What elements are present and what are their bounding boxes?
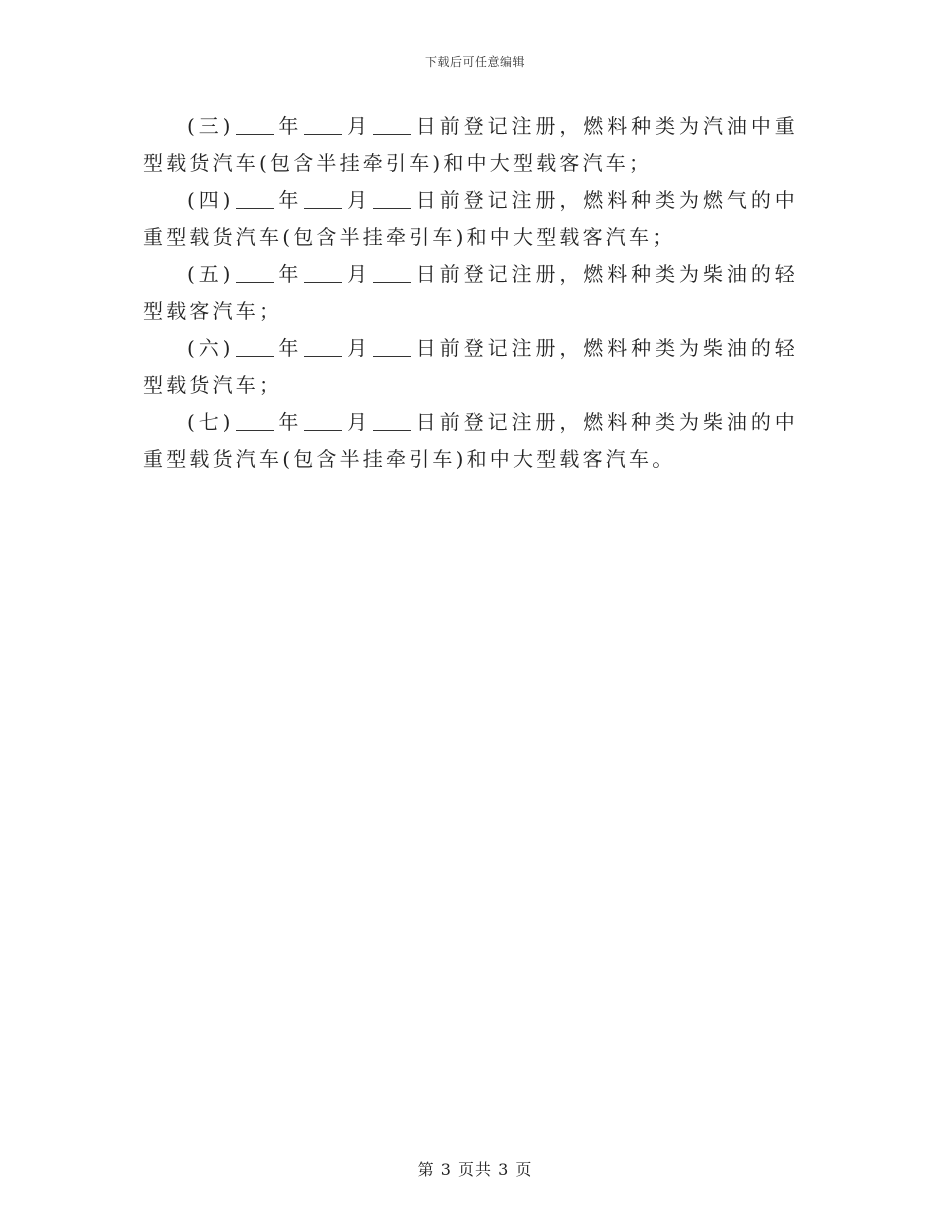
- document-body: [143, 108, 798, 478]
- day-blank: [373, 334, 411, 357]
- page-header: 下载后可任意编辑: [424, 55, 525, 69]
- month-text: 月: [346, 336, 372, 360]
- month-text: 月: [346, 188, 372, 212]
- clause-text: 日前登记注册，燃料种类为燃气的中重型载货汽车(包含半挂牵引车)和中大型载客汽车；: [143, 188, 798, 249]
- day-blank: [373, 408, 411, 431]
- clause-label: (七): [187, 410, 234, 434]
- clause-label: (四): [187, 188, 234, 212]
- year-blank: [236, 112, 274, 135]
- clause-paragraph: [143, 404, 798, 478]
- clause-paragraph: [143, 108, 798, 182]
- year-blank: [236, 408, 274, 431]
- day-blank: [373, 112, 411, 135]
- day-blank: [373, 186, 411, 209]
- month-blank: [304, 408, 342, 431]
- day-blank: [373, 260, 411, 283]
- clause-text: 日前登记注册，燃料种类为柴油的轻型载货汽车；: [143, 336, 798, 397]
- page-footer: 第 3 页共 3 页: [417, 1160, 533, 1179]
- clause-paragraph: [143, 182, 798, 256]
- clause-label: (五): [187, 262, 234, 286]
- month-text: 月: [346, 114, 372, 138]
- clause-text: 日前登记注册，燃料种类为柴油的轻型载客汽车；: [143, 262, 798, 323]
- year-blank: [236, 260, 274, 283]
- clause-text: 日前登记注册，燃料种类为汽油中重型载货汽车(包含半挂牵引车)和中大型载客汽车；: [143, 114, 798, 175]
- month-blank: [304, 260, 342, 283]
- year-blank: [236, 186, 274, 209]
- clause-paragraph: [143, 256, 798, 330]
- clause-text: 日前登记注册，燃料种类为柴油的中重型载货汽车(包含半挂牵引车)和中大型载客汽车。: [143, 410, 798, 471]
- month-blank: [304, 186, 342, 209]
- month-text: 月: [346, 410, 372, 434]
- year-text: 年: [277, 188, 303, 212]
- year-text: 年: [277, 262, 303, 286]
- year-blank: [236, 334, 274, 357]
- month-blank: [304, 112, 342, 135]
- clause-paragraph: [143, 330, 798, 404]
- year-text: 年: [277, 410, 303, 434]
- month-text: 月: [346, 262, 372, 286]
- clause-label: (六): [187, 336, 234, 360]
- year-text: 年: [277, 114, 303, 138]
- clause-label: (三): [187, 114, 234, 138]
- month-blank: [304, 334, 342, 357]
- year-text: 年: [277, 336, 303, 360]
